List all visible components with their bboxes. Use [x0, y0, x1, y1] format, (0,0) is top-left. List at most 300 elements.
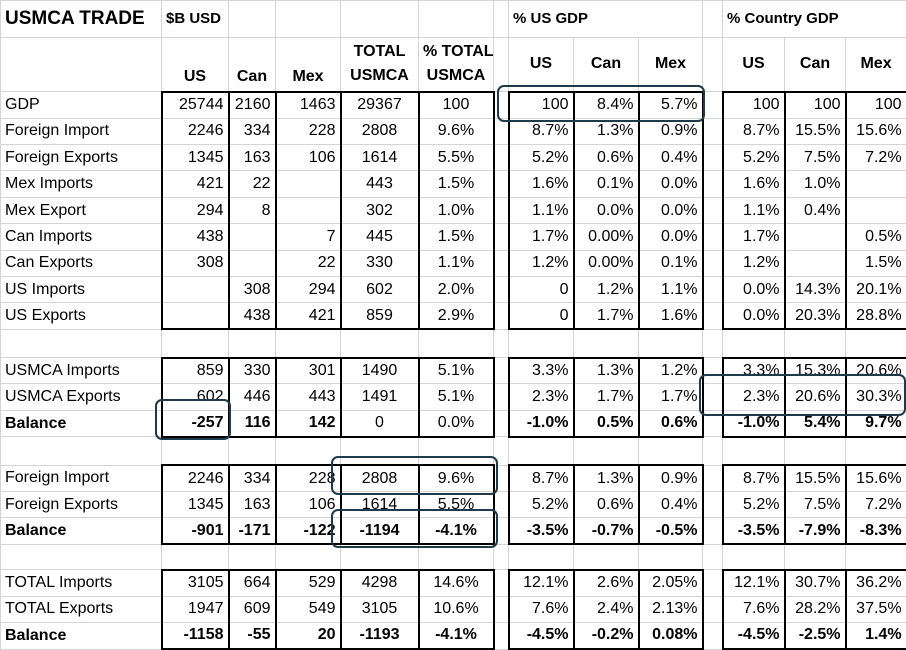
data-cell[interactable]: 0.5%: [846, 224, 906, 250]
data-cell[interactable]: [162, 276, 229, 302]
spacer-cell[interactable]: [494, 410, 509, 436]
unit-label[interactable]: $B USD: [162, 1, 229, 38]
data-cell[interactable]: [574, 544, 639, 569]
row-label[interactable]: US Exports: [1, 303, 162, 329]
sheet-title[interactable]: USMCA TRADE: [1, 1, 162, 38]
spacer-cell[interactable]: [494, 303, 509, 329]
spacer-cell[interactable]: [494, 465, 509, 491]
data-cell[interactable]: 2808: [341, 465, 419, 491]
header-mex[interactable]: Mex: [276, 37, 341, 92]
data-cell[interactable]: -1.0%: [723, 410, 785, 436]
data-cell[interactable]: 1.6%: [723, 171, 785, 197]
spacer-cell[interactable]: [703, 358, 723, 384]
header-us[interactable]: US: [162, 37, 229, 92]
header-pct-country-gdp-us[interactable]: US: [723, 37, 785, 92]
data-cell[interactable]: [276, 437, 341, 465]
data-cell[interactable]: 2.3%: [509, 384, 574, 410]
data-cell[interactable]: 0.00%: [574, 250, 639, 276]
data-cell[interactable]: 5.2%: [723, 145, 785, 171]
data-cell[interactable]: 100: [785, 92, 846, 118]
data-cell[interactable]: 1491: [341, 384, 419, 410]
data-cell[interactable]: 602: [162, 384, 229, 410]
data-cell[interactable]: 8: [229, 197, 276, 223]
data-cell[interactable]: 9.7%: [846, 410, 906, 436]
row-label[interactable]: Mex Export: [1, 197, 162, 223]
spacer-cell[interactable]: [494, 118, 509, 144]
data-cell[interactable]: 5.1%: [419, 384, 494, 410]
data-cell[interactable]: 0.5%: [574, 410, 639, 436]
spacer-cell[interactable]: [703, 145, 723, 171]
country-gdp-group-header[interactable]: % Country GDP: [723, 1, 906, 38]
data-cell[interactable]: 5.2%: [509, 145, 574, 171]
data-cell[interactable]: 15.3%: [785, 358, 846, 384]
data-cell[interactable]: 2.05%: [639, 570, 703, 596]
data-cell[interactable]: 330: [229, 358, 276, 384]
data-cell[interactable]: -4.5%: [723, 622, 785, 649]
data-cell[interactable]: 5.2%: [509, 492, 574, 518]
data-cell[interactable]: 2246: [162, 465, 229, 491]
data-cell[interactable]: 116: [229, 410, 276, 436]
data-cell[interactable]: 0.6%: [639, 410, 703, 436]
spacer-cell[interactable]: [703, 276, 723, 302]
data-cell[interactable]: 9.6%: [419, 118, 494, 144]
cell[interactable]: [341, 1, 419, 38]
data-cell[interactable]: 22: [276, 250, 341, 276]
data-cell[interactable]: 3105: [162, 570, 229, 596]
data-cell[interactable]: 0.4%: [639, 492, 703, 518]
data-cell[interactable]: -4.5%: [509, 622, 574, 649]
spacer-cell[interactable]: [703, 329, 723, 357]
spacer-cell[interactable]: [703, 224, 723, 250]
data-cell[interactable]: 100: [509, 92, 574, 118]
data-cell[interactable]: 8.7%: [723, 118, 785, 144]
data-cell[interactable]: 106: [276, 145, 341, 171]
row-label[interactable]: [1, 544, 162, 569]
spacer-cell[interactable]: [703, 118, 723, 144]
data-cell[interactable]: 0.6%: [574, 492, 639, 518]
spacer-cell[interactable]: [703, 570, 723, 596]
data-cell[interactable]: 443: [276, 384, 341, 410]
data-cell[interactable]: 3.3%: [509, 358, 574, 384]
data-cell[interactable]: 106: [276, 492, 341, 518]
spacer-cell[interactable]: [494, 596, 509, 622]
data-cell[interactable]: 8.7%: [509, 118, 574, 144]
data-cell[interactable]: 0.0%: [639, 197, 703, 223]
data-cell[interactable]: 228: [276, 118, 341, 144]
data-cell[interactable]: 12.1%: [509, 570, 574, 596]
data-cell[interactable]: 1.3%: [574, 465, 639, 491]
data-cell[interactable]: 0.0%: [723, 276, 785, 302]
data-cell[interactable]: 1.0%: [419, 197, 494, 223]
data-cell[interactable]: [785, 437, 846, 465]
data-cell[interactable]: [162, 544, 229, 569]
header-pct-country-gdp-can[interactable]: Can: [785, 37, 846, 92]
data-cell[interactable]: -0.5%: [639, 518, 703, 544]
spacer-cell[interactable]: [703, 622, 723, 649]
data-cell[interactable]: [162, 303, 229, 329]
spacer-cell[interactable]: [494, 250, 509, 276]
spacer-cell[interactable]: [494, 145, 509, 171]
row-label[interactable]: USMCA Exports: [1, 384, 162, 410]
data-cell[interactable]: 0.9%: [639, 118, 703, 144]
data-cell[interactable]: 2.4%: [574, 596, 639, 622]
data-cell[interactable]: 28.2%: [785, 596, 846, 622]
data-cell[interactable]: 308: [229, 276, 276, 302]
data-cell[interactable]: 0.1%: [574, 171, 639, 197]
row-label[interactable]: [1, 437, 162, 465]
data-cell[interactable]: [341, 544, 419, 569]
data-cell[interactable]: 7.6%: [723, 596, 785, 622]
data-cell[interactable]: [419, 437, 494, 465]
data-cell[interactable]: 1.7%: [509, 224, 574, 250]
row-label[interactable]: US Imports: [1, 276, 162, 302]
data-cell[interactable]: 1.7%: [574, 384, 639, 410]
data-cell[interactable]: 14.3%: [785, 276, 846, 302]
data-cell[interactable]: 294: [276, 276, 341, 302]
us-gdp-group-header[interactable]: % US GDP: [509, 1, 703, 38]
data-cell[interactable]: 1.4%: [846, 622, 906, 649]
data-cell[interactable]: 8.7%: [723, 465, 785, 491]
data-cell[interactable]: 28.8%: [846, 303, 906, 329]
cell[interactable]: [1, 37, 162, 92]
row-label[interactable]: Balance: [1, 518, 162, 544]
data-cell[interactable]: -901: [162, 518, 229, 544]
data-cell[interactable]: 29367: [341, 92, 419, 118]
data-cell[interactable]: 0: [509, 276, 574, 302]
data-cell[interactable]: [846, 437, 906, 465]
header-pct-us-gdp-mex[interactable]: Mex: [639, 37, 703, 92]
data-cell[interactable]: 37.5%: [846, 596, 906, 622]
data-cell[interactable]: 3105: [341, 596, 419, 622]
row-label[interactable]: Can Exports: [1, 250, 162, 276]
data-cell[interactable]: 438: [162, 224, 229, 250]
data-cell[interactable]: -4.1%: [419, 622, 494, 649]
data-cell[interactable]: 15.6%: [846, 465, 906, 491]
data-cell[interactable]: 421: [276, 303, 341, 329]
data-cell[interactable]: -0.7%: [574, 518, 639, 544]
row-label[interactable]: Foreign Import: [1, 118, 162, 144]
data-cell[interactable]: 2.9%: [419, 303, 494, 329]
row-label[interactable]: Foreign Exports: [1, 145, 162, 171]
data-cell[interactable]: 8.7%: [509, 465, 574, 491]
data-cell[interactable]: -55: [229, 622, 276, 649]
data-cell[interactable]: 1.1%: [723, 197, 785, 223]
data-cell[interactable]: [639, 329, 703, 357]
data-cell[interactable]: 7: [276, 224, 341, 250]
data-cell[interactable]: 5.7%: [639, 92, 703, 118]
data-cell[interactable]: [276, 171, 341, 197]
data-cell[interactable]: 302: [341, 197, 419, 223]
data-cell[interactable]: 100: [723, 92, 785, 118]
data-cell[interactable]: 5.4%: [785, 410, 846, 436]
data-cell[interactable]: 549: [276, 596, 341, 622]
data-cell[interactable]: 2246: [162, 118, 229, 144]
data-cell[interactable]: 1.5%: [419, 171, 494, 197]
data-cell[interactable]: 330: [341, 250, 419, 276]
data-cell[interactable]: 163: [229, 492, 276, 518]
data-cell[interactable]: 1614: [341, 145, 419, 171]
spacer-cell[interactable]: [494, 329, 509, 357]
data-cell[interactable]: 529: [276, 570, 341, 596]
row-label[interactable]: Mex Imports: [1, 171, 162, 197]
spacer-cell[interactable]: [494, 384, 509, 410]
data-cell[interactable]: 15.6%: [846, 118, 906, 144]
spacer-cell[interactable]: [703, 92, 723, 118]
data-cell[interactable]: [162, 437, 229, 465]
row-label[interactable]: TOTAL Exports: [1, 596, 162, 622]
data-cell[interactable]: [276, 544, 341, 569]
spacer-cell[interactable]: [703, 384, 723, 410]
data-cell[interactable]: 1.0%: [785, 171, 846, 197]
spacer-cell[interactable]: [703, 544, 723, 569]
header-total-usmca[interactable]: [341, 37, 419, 92]
data-cell[interactable]: 2808: [341, 118, 419, 144]
data-cell[interactable]: 30.7%: [785, 570, 846, 596]
data-cell[interactable]: 1.5%: [419, 224, 494, 250]
data-cell[interactable]: 1.1%: [419, 250, 494, 276]
data-cell[interactable]: 15.5%: [785, 465, 846, 491]
spacer-cell[interactable]: [703, 171, 723, 197]
data-cell[interactable]: [846, 171, 906, 197]
spacer-cell[interactable]: [494, 224, 509, 250]
data-cell[interactable]: 0: [341, 410, 419, 436]
data-cell[interactable]: -1194: [341, 518, 419, 544]
data-cell[interactable]: 8.4%: [574, 92, 639, 118]
data-cell[interactable]: 163: [229, 145, 276, 171]
data-cell[interactable]: 1947: [162, 596, 229, 622]
data-cell[interactable]: [276, 329, 341, 357]
data-cell[interactable]: 1345: [162, 492, 229, 518]
data-cell[interactable]: 25744: [162, 92, 229, 118]
data-cell[interactable]: [509, 437, 574, 465]
cell[interactable]: [703, 37, 723, 92]
data-cell[interactable]: 0.4%: [639, 145, 703, 171]
data-cell[interactable]: [723, 329, 785, 357]
data-cell[interactable]: [574, 329, 639, 357]
header-pct-total-usmca[interactable]: [419, 37, 494, 92]
spacer-cell[interactable]: [494, 544, 509, 569]
data-cell[interactable]: 0.0%: [639, 224, 703, 250]
spacer-cell[interactable]: [703, 410, 723, 436]
data-cell[interactable]: 14.6%: [419, 570, 494, 596]
row-label[interactable]: USMCA Imports: [1, 358, 162, 384]
data-cell[interactable]: [639, 544, 703, 569]
data-cell[interactable]: 334: [229, 465, 276, 491]
data-cell[interactable]: -7.9%: [785, 518, 846, 544]
data-cell[interactable]: [509, 329, 574, 357]
data-cell[interactable]: [846, 197, 906, 223]
data-cell[interactable]: [341, 329, 419, 357]
cell[interactable]: [229, 1, 276, 38]
data-cell[interactable]: 859: [341, 303, 419, 329]
data-cell[interactable]: 1.3%: [574, 118, 639, 144]
data-cell[interactable]: [846, 544, 906, 569]
spacer-cell[interactable]: [494, 570, 509, 596]
data-cell[interactable]: [574, 437, 639, 465]
header-can[interactable]: Can: [229, 37, 276, 92]
data-cell[interactable]: 859: [162, 358, 229, 384]
data-cell[interactable]: -0.2%: [574, 622, 639, 649]
data-cell[interactable]: 3.3%: [723, 358, 785, 384]
data-cell[interactable]: 609: [229, 596, 276, 622]
data-cell[interactable]: 12.1%: [723, 570, 785, 596]
data-cell[interactable]: 20.3%: [785, 303, 846, 329]
cell[interactable]: [494, 37, 509, 92]
row-label[interactable]: Balance: [1, 410, 162, 436]
data-cell[interactable]: 1.7%: [574, 303, 639, 329]
data-cell[interactable]: [162, 329, 229, 357]
row-label[interactable]: [1, 329, 162, 357]
data-cell[interactable]: 446: [229, 384, 276, 410]
data-cell[interactable]: 10.6%: [419, 596, 494, 622]
spacer-cell[interactable]: [703, 596, 723, 622]
data-cell[interactable]: 1.2%: [639, 358, 703, 384]
data-cell[interactable]: 1.7%: [723, 224, 785, 250]
data-cell[interactable]: 2.13%: [639, 596, 703, 622]
data-cell[interactable]: 228: [276, 465, 341, 491]
data-cell[interactable]: [419, 329, 494, 357]
data-cell[interactable]: 301: [276, 358, 341, 384]
data-cell[interactable]: -122: [276, 518, 341, 544]
data-cell[interactable]: 1.1%: [509, 197, 574, 223]
data-cell[interactable]: 0.0%: [574, 197, 639, 223]
data-cell[interactable]: 4298: [341, 570, 419, 596]
row-label[interactable]: Can Imports: [1, 224, 162, 250]
data-cell[interactable]: 15.5%: [785, 118, 846, 144]
spacer-cell[interactable]: [494, 197, 509, 223]
data-cell[interactable]: 1345: [162, 145, 229, 171]
cell[interactable]: [494, 1, 509, 38]
data-cell[interactable]: 2160: [229, 92, 276, 118]
data-cell[interactable]: 30.3%: [846, 384, 906, 410]
data-cell[interactable]: 7.5%: [785, 145, 846, 171]
data-cell[interactable]: [341, 437, 419, 465]
spacer-cell[interactable]: [703, 250, 723, 276]
header-pct-country-gdp-mex[interactable]: Mex: [846, 37, 906, 92]
data-cell[interactable]: 421: [162, 171, 229, 197]
data-cell[interactable]: -1158: [162, 622, 229, 649]
cell[interactable]: [419, 1, 494, 38]
data-cell[interactable]: 2.6%: [574, 570, 639, 596]
data-cell[interactable]: [229, 437, 276, 465]
spacer-cell[interactable]: [494, 437, 509, 465]
data-cell[interactable]: [785, 224, 846, 250]
data-cell[interactable]: 443: [341, 171, 419, 197]
cell[interactable]: [703, 1, 723, 38]
data-cell[interactable]: 22: [229, 171, 276, 197]
data-cell[interactable]: 1.2%: [723, 250, 785, 276]
data-cell[interactable]: 7.5%: [785, 492, 846, 518]
data-cell[interactable]: [419, 544, 494, 569]
data-cell[interactable]: 142: [276, 410, 341, 436]
data-cell[interactable]: 5.2%: [723, 492, 785, 518]
data-cell[interactable]: [785, 250, 846, 276]
data-cell[interactable]: -3.5%: [723, 518, 785, 544]
data-cell[interactable]: 0.4%: [785, 197, 846, 223]
data-cell[interactable]: 1.3%: [574, 358, 639, 384]
data-cell[interactable]: 664: [229, 570, 276, 596]
data-cell[interactable]: [723, 544, 785, 569]
header-pct-us-gdp-us[interactable]: US: [509, 37, 574, 92]
data-cell[interactable]: 0.1%: [639, 250, 703, 276]
spacer-cell[interactable]: [494, 92, 509, 118]
data-cell[interactable]: [785, 544, 846, 569]
data-cell[interactable]: 0.0%: [419, 410, 494, 436]
data-cell[interactable]: [723, 437, 785, 465]
data-cell[interactable]: -1.0%: [509, 410, 574, 436]
row-label[interactable]: Foreign Exports: [1, 492, 162, 518]
data-cell[interactable]: 0.00%: [574, 224, 639, 250]
data-cell[interactable]: 20.6%: [846, 358, 906, 384]
data-cell[interactable]: [229, 250, 276, 276]
data-cell[interactable]: 5.5%: [419, 145, 494, 171]
data-cell[interactable]: [846, 329, 906, 357]
data-cell[interactable]: -4.1%: [419, 518, 494, 544]
data-cell[interactable]: 602: [341, 276, 419, 302]
data-cell[interactable]: 36.2%: [846, 570, 906, 596]
row-label[interactable]: GDP: [1, 92, 162, 118]
data-cell[interactable]: [509, 544, 574, 569]
data-cell[interactable]: [785, 329, 846, 357]
data-cell[interactable]: 0.6%: [574, 145, 639, 171]
data-cell[interactable]: 7.2%: [846, 145, 906, 171]
row-label[interactable]: Foreign Import: [1, 465, 162, 491]
header-pct-us-gdp-can[interactable]: Can: [574, 37, 639, 92]
data-cell[interactable]: 1.2%: [574, 276, 639, 302]
data-cell[interactable]: [639, 437, 703, 465]
data-cell[interactable]: 5.1%: [419, 358, 494, 384]
data-cell[interactable]: 2.3%: [723, 384, 785, 410]
spacer-cell[interactable]: [703, 437, 723, 465]
spacer-cell[interactable]: [494, 358, 509, 384]
data-cell[interactable]: 1.6%: [509, 171, 574, 197]
data-cell[interactable]: 2.0%: [419, 276, 494, 302]
data-cell[interactable]: 0.0%: [639, 171, 703, 197]
spacer-cell[interactable]: [703, 492, 723, 518]
data-cell[interactable]: -257: [162, 410, 229, 436]
data-cell[interactable]: 7.6%: [509, 596, 574, 622]
data-cell[interactable]: [229, 224, 276, 250]
data-cell[interactable]: -171: [229, 518, 276, 544]
data-cell[interactable]: 1.5%: [846, 250, 906, 276]
data-cell[interactable]: 1.6%: [639, 303, 703, 329]
data-cell[interactable]: 0.9%: [639, 465, 703, 491]
data-cell[interactable]: 20.1%: [846, 276, 906, 302]
spacer-cell[interactable]: [494, 171, 509, 197]
data-cell[interactable]: [229, 329, 276, 357]
data-cell[interactable]: 1614: [341, 492, 419, 518]
data-cell[interactable]: 5.5%: [419, 492, 494, 518]
spacer-cell[interactable]: [703, 197, 723, 223]
data-cell[interactable]: 1.2%: [509, 250, 574, 276]
data-cell[interactable]: 1463: [276, 92, 341, 118]
data-cell[interactable]: [229, 544, 276, 569]
data-cell[interactable]: 445: [341, 224, 419, 250]
data-cell[interactable]: 438: [229, 303, 276, 329]
data-cell[interactable]: 100: [419, 92, 494, 118]
row-label[interactable]: TOTAL Imports: [1, 570, 162, 596]
spacer-cell[interactable]: [703, 303, 723, 329]
data-cell[interactable]: 0: [509, 303, 574, 329]
data-cell[interactable]: -2.5%: [785, 622, 846, 649]
spacer-cell[interactable]: [494, 276, 509, 302]
data-cell[interactable]: 1.1%: [639, 276, 703, 302]
data-cell[interactable]: -1193: [341, 622, 419, 649]
data-cell[interactable]: 294: [162, 197, 229, 223]
data-cell[interactable]: 1490: [341, 358, 419, 384]
data-cell[interactable]: 308: [162, 250, 229, 276]
data-cell[interactable]: 20: [276, 622, 341, 649]
